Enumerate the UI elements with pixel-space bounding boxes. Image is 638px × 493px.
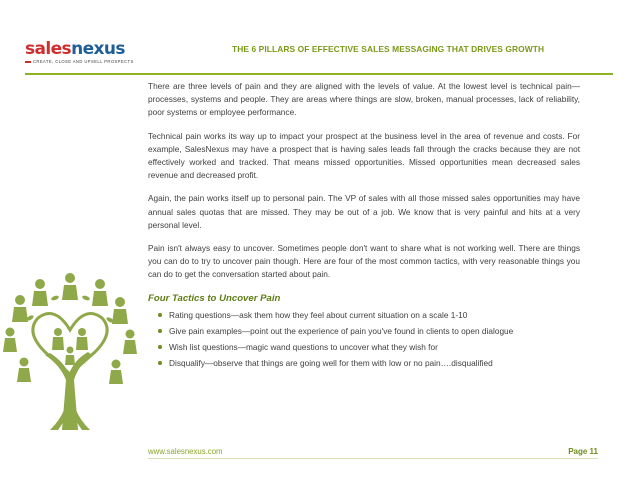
page-number: Page 11: [568, 447, 598, 456]
main-content: [148, 80, 580, 373]
list-item: [158, 341, 580, 354]
list-item: [158, 325, 580, 338]
list-item: [158, 309, 580, 322]
bullet-icon: [158, 329, 162, 333]
logo-wordmark: [25, 40, 135, 58]
paragraph-uncover-pain: Pain isn't always easy to uncover. Sometimes people don't want to share what is not working well. There are things you can do to try to uncover pain though. Here are four of the most common tactics, with very reasonable things you can do to get the conversation started about pain.: [148, 243, 580, 280]
bullet-icon: [158, 345, 162, 349]
salesnexus-logo[interactable]: [25, 40, 135, 64]
tactic-text: Give pain examples—point out the experience of pain you've found in clients to open dialogue: [169, 325, 514, 336]
logo-part-nexus: nexus: [71, 39, 125, 59]
section-title-tactics: Four Tactics to Uncover Pain: [148, 292, 281, 304]
footer-divider: [148, 458, 598, 459]
people-tree-icon: [0, 270, 140, 430]
paragraph-levels-of-pain: There are three levels of pain and they are aligned with the levels of value. At the lowest level is technical pain—processes, systems and people. They are areas where things are slow, broken, manual processes, lack of reliability, poor systems or employee performance.: [148, 81, 580, 118]
logo-tagline: CREATE, CLOSE AND UPSELL PROSPECTS: [25, 59, 135, 64]
page-header-title: THE 6 PILLARS OF EFFECTIVE SALES MESSAGING THAT DRIVES GROWTH: [232, 44, 545, 54]
bullet-icon: [158, 313, 162, 317]
bullet-icon: [158, 361, 162, 365]
tactics-list: [148, 309, 580, 370]
tactic-text: Rating questions—ask them how they feel about current situation on a scale 1-10: [169, 309, 468, 320]
logo-part-sales: sales: [25, 39, 72, 59]
footer-website-link[interactable]: www.salesnexus.com: [148, 447, 223, 456]
list-item: [158, 357, 580, 370]
tactic-text: Wish list questions—magic wand questions to uncover what they wish for: [169, 341, 438, 352]
header-divider: [25, 73, 613, 75]
paragraph-personal-pain: Again, the pain works itself up to personal pain. The VP of sales with all those missed sales opportunities may have annual sales quotas that are missed. They may be out of a job. We know that is very painful and hits at a very personal level.: [148, 193, 580, 230]
paragraph-technical-pain: Technical pain works its way up to impact your prospect at the business level in the area of revenue and costs. For example, SalesNexus may have a prospect that is having sales leads fall through the cracks because they are not effectively worked and tracked. That means missed opportunities. Missed opportunities mean decreased sales revenue and decreased profit.: [148, 130, 580, 181]
tactic-text: Disqualify—observe that things are going well for them with low or no pain….disqualified: [169, 357, 493, 368]
